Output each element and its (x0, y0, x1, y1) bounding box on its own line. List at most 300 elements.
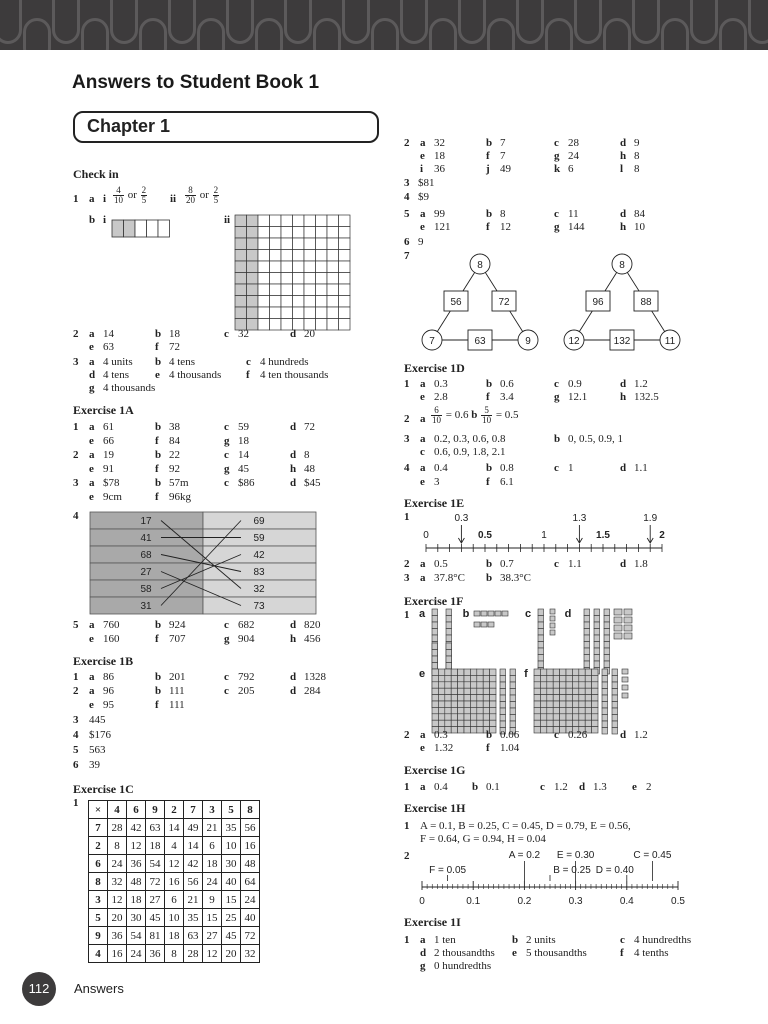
part-letter: f (246, 369, 250, 381)
banner-ornament (371, 18, 399, 50)
part-letter: g (554, 221, 560, 233)
hundredth-grid-cell (458, 727, 464, 733)
hundredth-grid-cell (566, 682, 572, 688)
unit-cube (622, 677, 628, 682)
hundredth-grid-cell (432, 720, 438, 726)
part-letter: g (554, 391, 560, 403)
marked-value: 0.3 (454, 513, 469, 524)
hundredth-grid-cell (438, 675, 444, 681)
grid-cell (258, 284, 270, 296)
axis-tick-label: 0.3 (568, 896, 583, 907)
hundredth-grid-cell (490, 675, 496, 681)
tenth-rod-cell (594, 642, 600, 649)
tenth-rod-cell (584, 616, 590, 623)
q-num: 7 (404, 250, 410, 262)
grid-cell (247, 227, 259, 239)
grid-cell (339, 227, 351, 239)
part-letter: e (420, 150, 425, 162)
grid-cell (316, 284, 328, 296)
matching-left-value: 27 (140, 567, 152, 578)
answer-value: 8 (634, 150, 640, 162)
grid-cell (247, 215, 259, 227)
axis-tick-label: 0.1 (466, 896, 481, 907)
hundredth-grid-cell (458, 695, 464, 701)
number-line-1h (416, 849, 688, 909)
hundredth-grid-cell (438, 707, 444, 713)
strip-cell (147, 220, 159, 237)
hundredth-grid-cell (458, 720, 464, 726)
grid-cell (281, 238, 293, 250)
tenth-rod-cell (500, 715, 506, 722)
table-cell: 7 (89, 819, 108, 837)
answer-value: 0.06 (500, 729, 520, 741)
ex1h-heading: Exercise 1H (404, 801, 466, 815)
answer-value: 92 (169, 463, 180, 475)
hundredth-grid-cell (483, 714, 489, 720)
hundredth-grid-cell (438, 701, 444, 707)
part-letter: i (103, 214, 107, 226)
hundredth-grid-cell (470, 707, 476, 713)
hundredth-grid-cell (432, 701, 438, 707)
grid-cell (281, 273, 293, 285)
tenth-rod-cell (500, 702, 506, 709)
ex1a-heading: Exercise 1A (73, 403, 134, 417)
matching-left-value: 31 (140, 601, 152, 612)
table-cell: 21 (184, 891, 203, 909)
answer-value: 4 thousands (103, 382, 156, 394)
answer-value: 20 (304, 328, 315, 340)
q-num: 2 (404, 137, 410, 149)
grid-cell (258, 319, 270, 331)
answer-value: 760 (103, 619, 120, 631)
part-letter: e (420, 476, 425, 488)
hundredth-grid-cell (547, 707, 553, 713)
hundredth-grid-cell (592, 669, 598, 675)
hundredth-grid-cell (490, 701, 496, 707)
table-row (89, 909, 260, 927)
grid-cell (235, 250, 247, 262)
triangle-circle-value: 7 (429, 336, 435, 347)
answer-value: 284 (304, 685, 321, 697)
unit-cube (550, 609, 555, 614)
answer-value: 201 (169, 671, 186, 683)
grid-cell (235, 307, 247, 319)
table-cell: 35 (184, 909, 203, 927)
tenth-rod-cell (538, 655, 544, 662)
answer-value: 0.7 (500, 558, 514, 570)
answer-value: 144 (568, 221, 585, 233)
q-num: 3 (73, 714, 79, 726)
grid-cell (247, 307, 259, 319)
grid-cell (316, 296, 328, 308)
tenth-rod-cell (604, 655, 610, 662)
part-letter: b (462, 608, 470, 620)
hundredth-grid-cell (540, 675, 546, 681)
part-letter: c (224, 328, 229, 340)
tenth-rod-cell (446, 635, 452, 642)
table-cell: 72 (241, 927, 260, 945)
part-letter: c (554, 729, 559, 741)
table-cell: 81 (146, 927, 165, 945)
part-letter: b (512, 934, 519, 946)
grid-cell (293, 238, 305, 250)
q-num: 1 (404, 511, 410, 523)
table-cell: 36 (108, 927, 127, 945)
hundredth-grid-cell (483, 720, 489, 726)
hundredth-grid-cell (534, 695, 540, 701)
answer-value: 792 (238, 671, 255, 683)
hundredth-grid-cell (560, 727, 566, 733)
part-letter: f (486, 476, 490, 488)
tenth-rod-cell (584, 642, 590, 649)
numerator: 2 (213, 185, 219, 195)
table-cell: 63 (146, 819, 165, 837)
hundredth-grid-cell (477, 701, 483, 707)
answer-value: 2 units (526, 934, 556, 946)
table-cell: 4 (165, 837, 184, 855)
marked-value: C = 0.45 (633, 850, 672, 861)
grid-cell (281, 284, 293, 296)
hundredth-grid-cell (540, 714, 546, 720)
hundredth-grid-cell (483, 669, 489, 675)
hundredth-grid-cell (445, 669, 451, 675)
hundredth-grid-cell (579, 720, 585, 726)
tenth-rod-cell (612, 669, 618, 676)
grid-cell (304, 284, 316, 296)
hundredth-grid-cell (477, 669, 483, 675)
part-letter: g (420, 960, 426, 972)
tenth-rod-cell (500, 669, 506, 676)
hundredth-grid-cell (566, 707, 572, 713)
table-row (89, 801, 260, 819)
hundredth-grid-cell (458, 675, 464, 681)
q-num: 3 (73, 477, 79, 489)
answer-value: 7 (500, 137, 506, 149)
banner-ornament (516, 0, 544, 44)
tenth-rod-cell (510, 721, 516, 728)
answer-value: 18 (169, 328, 180, 340)
hundredth-grid-cell (585, 714, 591, 720)
table-cell: 48 (241, 855, 260, 873)
hundredth-grid-cell (451, 707, 457, 713)
part-letter: f (486, 742, 490, 754)
banner-ornament (748, 0, 768, 44)
grid-cell (281, 215, 293, 227)
answer-value: 0, 0.5, 0.9, 1 (568, 433, 623, 445)
part-letter: g (89, 382, 95, 394)
answer-value: 99 (434, 208, 445, 220)
number-line-1e (418, 510, 674, 558)
hundredth-grid-cell (432, 688, 438, 694)
hundredth-grid-cell (464, 727, 470, 733)
answer-value: 8 (500, 208, 506, 220)
answer-value: 39 (89, 759, 100, 771)
denominator: 10 (482, 415, 492, 425)
table-cell: 15 (222, 891, 241, 909)
hundredth-grid-cell (477, 714, 483, 720)
answer-value: 0.3 (434, 378, 448, 390)
hundredth-grid-cell (553, 695, 559, 701)
tenth-rod-cell (510, 682, 516, 689)
grid-cell (247, 250, 259, 262)
q-num: 2 (73, 328, 79, 340)
grid-cell (258, 238, 270, 250)
numerator: 4 (113, 186, 124, 196)
hundredth-grid-cell (477, 727, 483, 733)
part-letter: c (224, 421, 229, 433)
part-letter: ii (224, 214, 231, 226)
grid-cell (327, 296, 339, 308)
marked-value: E = 0.30 (556, 850, 595, 861)
hundredth-grid-cell (451, 714, 457, 720)
table-cell: 40 (241, 909, 260, 927)
answer-value: 14 (238, 449, 249, 461)
part-letter: j (486, 163, 490, 175)
grid-cell (339, 319, 351, 331)
hundredth-grid-cell (483, 675, 489, 681)
hundredth-grid-cell (445, 720, 451, 726)
q-num: 2 (73, 685, 79, 697)
hundredth-grid-cell (579, 695, 585, 701)
hundredth-grid-cell (566, 701, 572, 707)
banner-ornament (342, 0, 370, 44)
hundredth-grid-cell (572, 669, 578, 675)
table-cell: 42 (184, 855, 203, 873)
hundredth-grid-cell (547, 682, 553, 688)
answer-value: 820 (304, 619, 321, 631)
part-letter: d (620, 378, 627, 390)
hundredth-grid-cell (483, 682, 489, 688)
tenth-rod-cell (510, 695, 516, 702)
part-letter: d (620, 558, 627, 570)
grid-cell (293, 215, 305, 227)
hundredth-grid-cell (560, 707, 566, 713)
part-letter: f (486, 221, 490, 233)
hundredth-grid-cell (540, 727, 546, 733)
hundredth-grid-cell (534, 714, 540, 720)
axis-tick-label: 0.5 (478, 530, 492, 541)
tenth-rod-cell (594, 616, 600, 623)
unit-cube (614, 625, 622, 631)
table-cell: 5 (89, 909, 108, 927)
answer-value: 86 (103, 671, 114, 683)
check-in-heading: Check in (73, 167, 119, 181)
tenth-rod-cell (602, 715, 608, 722)
hundredth-grid-cell (592, 695, 598, 701)
grid-cell (339, 215, 351, 227)
part-letter: d (290, 671, 297, 683)
tenth-rod-cell (604, 635, 610, 642)
answer-value: 14 (103, 328, 114, 340)
part-letter: f (155, 699, 159, 711)
hundredth-grid-cell (477, 688, 483, 694)
hundredth-grid-cell (547, 669, 553, 675)
q-num: 1 (404, 609, 410, 621)
part-letter: d (290, 328, 297, 340)
hundredth-grid-cell (451, 701, 457, 707)
banner-ornament (52, 0, 80, 44)
hundredth-grid-cell (464, 707, 470, 713)
grid-cell (327, 307, 339, 319)
tenth-rod-cell (432, 643, 438, 650)
hundredth-grid-cell (464, 714, 470, 720)
grid-cell (258, 250, 270, 262)
hundredth-grid-cell (572, 688, 578, 694)
tenth-rod-cell (594, 629, 600, 636)
table-cell: 12 (165, 855, 184, 873)
part-letter: b (554, 433, 561, 445)
triangle-box-value: 72 (498, 297, 510, 308)
banner-ornament (574, 0, 602, 44)
q-num: 5 (73, 619, 79, 631)
grid-cell (258, 296, 270, 308)
grid-cell (304, 227, 316, 239)
tenth-rod-cell (602, 708, 608, 715)
grid-cell (270, 273, 282, 285)
hundredth-grid-cell (560, 682, 566, 688)
grid-cell (281, 296, 293, 308)
answer-value: 38.3°C (500, 572, 531, 584)
hundredth-grid-cell (470, 714, 476, 720)
part-letter: a (89, 193, 95, 205)
part-letter: g (224, 435, 230, 447)
hundredth-grid-cell (579, 688, 585, 694)
part-letter: b (486, 137, 493, 149)
unit-cube (550, 623, 555, 628)
answer-value: 904 (238, 633, 255, 645)
table-cell: 42 (127, 819, 146, 837)
table-row (89, 891, 260, 909)
answer-value: 111 (169, 685, 185, 697)
answer-value: 95 (103, 699, 114, 711)
answer-value: 36 (434, 163, 445, 175)
hundredth-grid-cell (490, 714, 496, 720)
answer-value: 2 thousandths (434, 947, 495, 959)
hundredth-grid-cell (585, 675, 591, 681)
grid-cell (270, 307, 282, 319)
answer-value: 1.2 (634, 378, 648, 390)
table-cell: 25 (222, 909, 241, 927)
unit-cube (474, 622, 480, 627)
answer-value: 132.5 (634, 391, 659, 403)
triangle-box-value: 96 (592, 297, 604, 308)
answer-value: $78 (103, 477, 120, 489)
banner-ornament (110, 0, 138, 44)
answer-value: 9cm (103, 491, 122, 503)
tenth-rod-cell (538, 609, 544, 616)
tenth-rod-cell (446, 643, 452, 650)
ex1g-heading: Exercise 1G (404, 763, 466, 777)
hundredth-grid-cell (445, 714, 451, 720)
grid-cell (339, 284, 351, 296)
q-num: 4 (404, 462, 410, 474)
tenth-rod-cell (446, 656, 452, 663)
hundredth-grid-cell (540, 707, 546, 713)
marked-value: 1.3 (572, 513, 587, 524)
hundredth-grid-cell (579, 701, 585, 707)
grid-cell (304, 215, 316, 227)
table-cell: 5 (222, 801, 241, 819)
marked-value: 1.9 (643, 513, 658, 524)
hundredth-grid-cell (464, 695, 470, 701)
part-letter: b (486, 462, 493, 474)
answer-value: 1.3 (593, 781, 607, 793)
tenth-rod-cell (446, 616, 452, 623)
tenth-rod-cell (446, 650, 452, 657)
triangle-circle-value: 11 (664, 336, 676, 347)
hundredth-grid-cell (553, 707, 559, 713)
table-cell: 10 (222, 837, 241, 855)
hundredth-grid-cell (464, 675, 470, 681)
part-letter: b (155, 421, 162, 433)
table-cell: 9 (146, 801, 165, 819)
table-cell: 24 (241, 891, 260, 909)
triangle-box-value: 88 (640, 297, 652, 308)
table-cell: 18 (146, 837, 165, 855)
hundredth-grid-cell (585, 688, 591, 694)
answer-value: 1 ten (434, 934, 456, 946)
hundredth-grid-cell (438, 682, 444, 688)
grid-cell (304, 296, 316, 308)
unit-cube (622, 669, 628, 674)
answer-value: 9 (634, 137, 640, 149)
hundredth-grid-cell (432, 695, 438, 701)
tenth-rod-cell (446, 629, 452, 636)
hundredth-grid-cell (451, 695, 457, 701)
grid-cell (304, 261, 316, 273)
hundredth-grid-cell (553, 720, 559, 726)
part-letter: b (155, 685, 162, 697)
banner-ornament (168, 0, 196, 44)
part-letter: h (620, 391, 627, 403)
tenth-rod-cell (432, 635, 438, 642)
grid-cell (258, 227, 270, 239)
hundredth-grid-cell (553, 701, 559, 707)
numerator: 6 (431, 406, 442, 416)
answer-value: 0.4 (434, 781, 448, 793)
hundredth-grid-cell (470, 720, 476, 726)
part-letter: f (486, 150, 490, 162)
answer-value: 61 (103, 421, 114, 433)
hundredth-grid-cell (592, 675, 598, 681)
table-cell: 24 (203, 873, 222, 891)
matching-right-value: 42 (253, 550, 265, 561)
hundredth-grid-cell (560, 695, 566, 701)
tenth-rod-cell (612, 715, 618, 722)
answer-value: 563 (89, 744, 106, 756)
grid-cell (339, 307, 351, 319)
unit-cube (550, 616, 555, 621)
denominator: 5 (213, 195, 219, 205)
small-shaded-strip (112, 216, 172, 238)
part-letter: c (224, 619, 229, 631)
axis-tick-label: 0.4 (619, 896, 634, 907)
part-letter: c (224, 449, 229, 461)
part-letter: a (420, 781, 426, 793)
table-cell: 3 (89, 891, 108, 909)
table-cell: 24 (127, 945, 146, 963)
hundredth-grid-cell (585, 720, 591, 726)
part-letter: a (89, 477, 95, 489)
banner-ornament (23, 18, 51, 50)
matching-diagram (89, 511, 319, 617)
part-letter: c (554, 558, 559, 570)
banner-ornament (719, 18, 747, 50)
answer-value: 1.04 (500, 742, 520, 754)
q-num: 2 (404, 413, 410, 425)
answer-value: 707 (169, 633, 186, 645)
grid-cell (293, 273, 305, 285)
